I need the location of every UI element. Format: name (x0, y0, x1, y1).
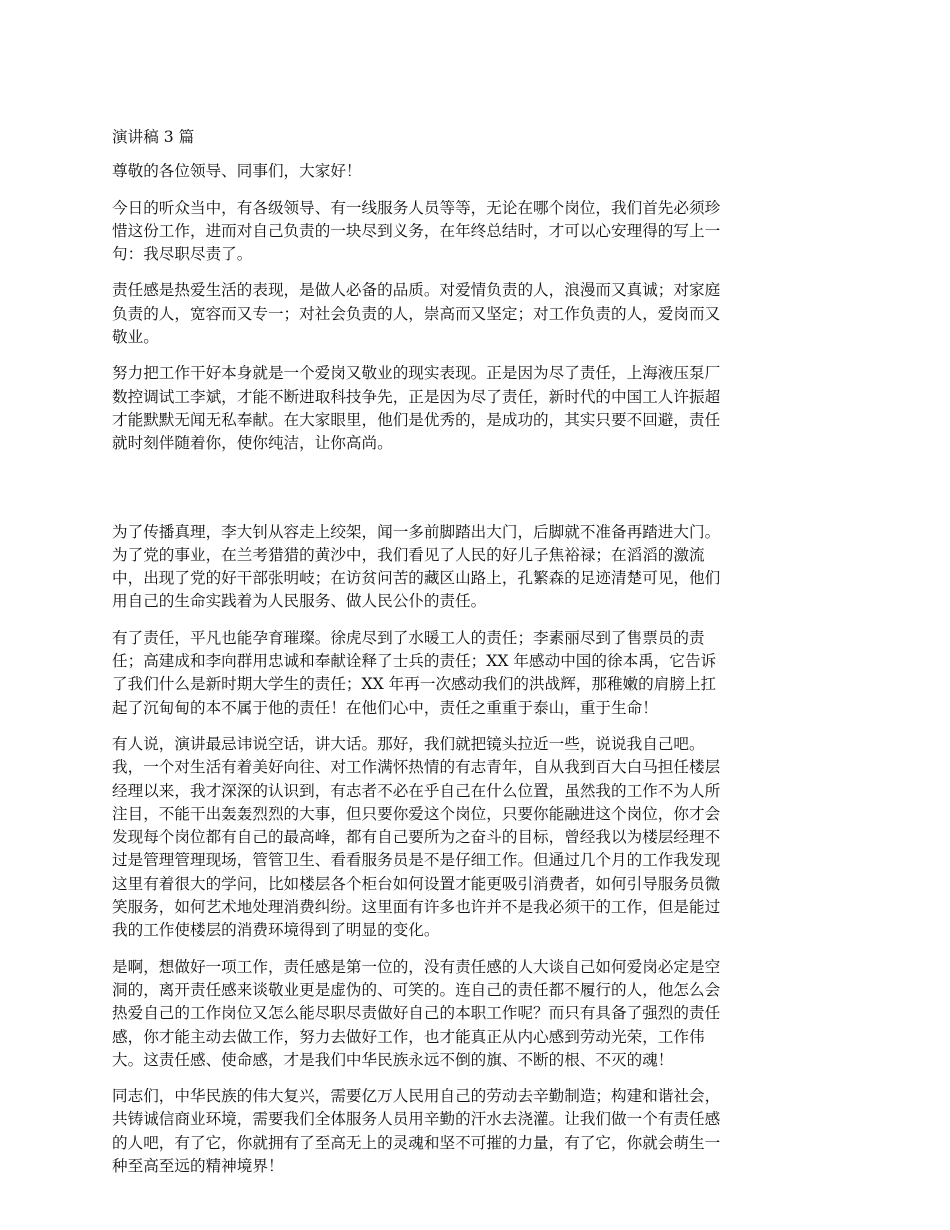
text-line: 种至高至远的精神境界！ (112, 1156, 284, 1175)
text-line: 任；高建成和李向群用忠诚和奉献诠释了士兵的责任；XX 年感动中国的徐本禹，它告诉 (112, 652, 717, 671)
document-page (112, 126, 842, 1191)
text-line: 努力把工作干好本身就是一个爱岗又敬业的现实表现。正是因为尽了责任，上海液压泵厂 (112, 364, 721, 383)
document-title: 演讲稿 3 篇 (112, 128, 195, 146)
text-line: 才能默默无闻无私奉献。在大家眼里，他们是优秀的，是成功的，其实只要不回避，责任 (112, 410, 721, 429)
text-line: 的人吧，有了它，你就拥有了至高无上的灵魂和坚不可摧的力量，有了它，你就会萌生一 (112, 1133, 721, 1152)
text-line: 热爱自己的工作岗位又怎么能尽职尽责做好自己的本职工作呢？而只有具备了强烈的责任 (112, 1004, 721, 1023)
text-line: 同志们，中华民族的伟大复兴，需要亿万人民用自己的劳动去辛勤制造；构建和谐社会， (112, 1087, 721, 1106)
text-line: 今日的听众当中，有各级领导、有一线服务人员等等，无论在哪个岗位，我们首先必须珍 (112, 198, 721, 217)
text-line: 为了传播真理，李大钊从容走上绞架，闻一多前脚踏出大门，后脚就不准备再踏进大门。 (112, 522, 721, 541)
section-one (112, 197, 842, 456)
text-line: 为了党的事业，在兰考猎猎的黄沙中，我们看见了人民的好儿子焦裕禄；在滔滔的激流 (112, 545, 705, 564)
text-line: 负责的人，宽容而又专一；对社会负责的人，崇高而又坚定；对工作负责的人，爱岗而又 (112, 304, 721, 323)
text-line: 过是管理管理现场，管管卫生、看看服务员是不是仔细工作。但通过几个月的工作我发现 (112, 851, 721, 870)
text-line: 惜这份工作，进而对自己负责的一块尽到义务，在年终总结时，才可以心安理得的写上一 (112, 221, 721, 240)
text-line: 用自己的生命实践着为人民服务、做人民公仆的责任。 (112, 592, 487, 611)
paragraph (112, 733, 842, 943)
text-line: 共铸诚信商业环境，需要我们全体服务人员用辛勤的汗水去浇灌。让我们做一个有责任感 (112, 1110, 721, 1129)
text-line: 这里有着很大的学问，比如楼层各个柜台如何设置才能更吸引消费者，如何引导服务员微 (112, 874, 721, 893)
text-line: 就时刻伴随着你，使你纯洁，让你高尚。 (112, 434, 393, 453)
text-line: 我，一个对生活有着美好向往、对工作满怀热情的有志青年，自从我到百大白马担任楼层 (112, 758, 721, 777)
text-line: 大。这责任感、使命感，才是我们中华民族永远不倒的旗、不断的根、不灭的魂！ (112, 1050, 674, 1069)
text-line: 中，出现了党的好干部张明岐；在访贫问苦的藏区山路上，孔繁森的足迹清楚可见，他们 (112, 569, 721, 588)
paragraph (112, 362, 842, 455)
paragraph (112, 627, 842, 720)
text-line: 有了责任，平凡也能孕育璀璨。徐虎尽到了水暖工人的责任；李素丽尽到了售票员的责 (112, 628, 705, 647)
text-line: 是啊，想做好一项工作，责任感是第一位的，没有责任感的人大谈自己如何爱岗必定是空 (112, 957, 721, 976)
paragraph (112, 1085, 842, 1178)
paragraph (112, 279, 842, 349)
text-line: 了我们什么是新时期大学生的责任；XX 年再一次感动我们的洪战辉，那稚嫩的肩膀上扛 (112, 675, 717, 694)
paragraph (112, 956, 842, 1072)
text-line: 责任感是热爱生活的表现，是做人必备的品质。对爱情负责的人，浪漫而又真诚；对家庭 (112, 281, 721, 300)
text-line: 发现每个岗位都有自己的最高峰，都有自己要所为之奋斗的目标，曾经我以为楼层经理不 (112, 828, 721, 847)
text-line: 起了沉甸甸的本不属于他的责任！在他们心中，责任之重重于泰山，重于生命！ (112, 698, 658, 717)
text-line: 注目，不能干出轰轰烈烈的大事，但只要你爱这个岗位，只要你能融进这个岗位，你才会 (112, 804, 721, 823)
section-gap (112, 469, 842, 521)
text-line: 数控调试工李斌，才能不断进取科技争先，正是因为尽了责任，新时代的中国工人许振超 (112, 387, 721, 406)
text-line: 笑服务，如何艺术地处理消费纠纷。这里面有许多也许并不是我必须干的工作，但是能过 (112, 898, 721, 917)
section-two (112, 521, 842, 1179)
text-line: 有人说，演讲最忌讳说空话，讲大话。那好，我们就把镜头拉近一些，说说我自己吧。 (112, 734, 705, 753)
text-line: 洞的，离开责任感来谈敬业更是虚伪的、可笑的。连自己的责任都不履行的人，他怎么会 (112, 980, 721, 999)
text-line: 感，你才能主动去做工作，努力去做好工作，也才能真正从内心感到劳动光荣，工作伟 (112, 1027, 705, 1046)
text-line: 敬业。 (112, 328, 159, 347)
paragraph (112, 521, 842, 614)
text-line: 句：我尽职尽责了。 (112, 245, 253, 264)
text-line: 经理以来，我才深深的认识到，有志者不必在乎自己在什么位置，虽然我的工作不为人所 (112, 781, 721, 800)
paragraph (112, 197, 842, 267)
text-line: 我的工作使楼层的消费环境得到了明显的变化。 (112, 921, 440, 940)
greeting-line: 尊敬的各位领导、同事们，大家好！ (112, 162, 362, 181)
